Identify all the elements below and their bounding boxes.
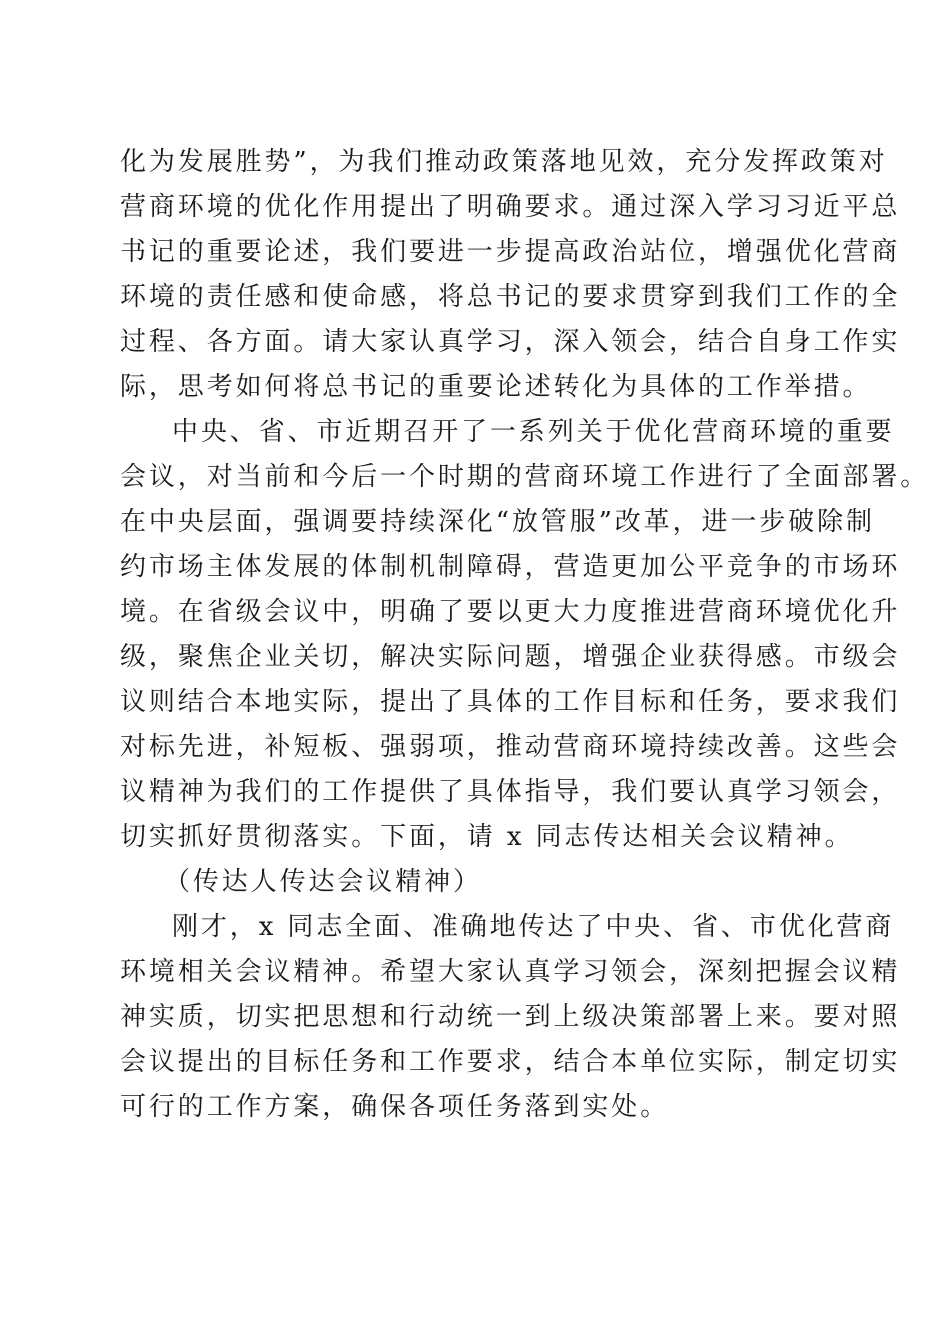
text-line: 书记的重要论述，我们要进一步提高政治站位，增强优化营商: [120, 237, 901, 267]
text-line: 营商环境的优化作用提出了明确要求。通过深入学习习近平总: [120, 192, 901, 222]
text-line: 会议，对当前和今后一个时期的营商环境工作进行了全面部署。: [120, 462, 930, 492]
text-line: 可行的工作方案，确保各项任务落到实处。: [120, 1092, 670, 1122]
document-body: [120, 140, 930, 1130]
paragraph-start-line: 刚才，x 同志全面、准确地传达了中央、省、市优化营商: [172, 912, 895, 942]
text-line: 神实质，切实把思想和行动统一到上级决策部署上来。要对照: [120, 1002, 901, 1032]
text-line: 环境的责任感和使命感，将总书记的要求贯穿到我们工作的全: [120, 282, 901, 312]
text-line: 在中央层面，强调要持续深化“放管服”改革，进一步破除制: [120, 507, 875, 537]
text-line: 化为发展胜势”，为我们推动政策落地见效，充分发挥政策对: [120, 147, 888, 177]
text-line: 议则结合本地实际，提出了具体的工作目标和任务，要求我们: [120, 687, 901, 717]
text-line: 会议提出的目标任务和工作要求，结合本单位实际，制定切实: [120, 1047, 901, 1077]
text-line: 议精神为我们的工作提供了具体指导，我们要认真学习领会，: [120, 777, 901, 807]
text-line: 际，思考如何将总书记的重要论述转化为具体的工作举措。: [120, 372, 872, 402]
text-line: 环境相关会议精神。希望大家认真学习领会，深刻把握会议精: [120, 957, 901, 987]
text-line: 对标先进，补短板、强弱项，推动营商环境持续改善。这些会: [120, 732, 901, 762]
paragraph-start-line: 中央、省、市近期召开了一系列关于优化营商环境的重要: [172, 417, 895, 447]
text-line: 境。在省级会议中，明确了要以更大力度推进营商环境优化升: [120, 597, 901, 627]
text-line: 过程、各方面。请大家认真学习，深入领会，结合自身工作实: [120, 327, 901, 357]
text-line: 切实抓好贯彻落实。下面，请 x 同志传达相关会议精神。: [120, 822, 854, 852]
text-line: 级，聚焦企业关切，解决实际问题，增强企业获得感。市级会: [120, 642, 901, 672]
text-line: 约市场主体发展的体制机制障碍，营造更加公平竞争的市场环: [120, 552, 901, 582]
stage-note: （传达人传达会议精神）: [164, 867, 482, 897]
